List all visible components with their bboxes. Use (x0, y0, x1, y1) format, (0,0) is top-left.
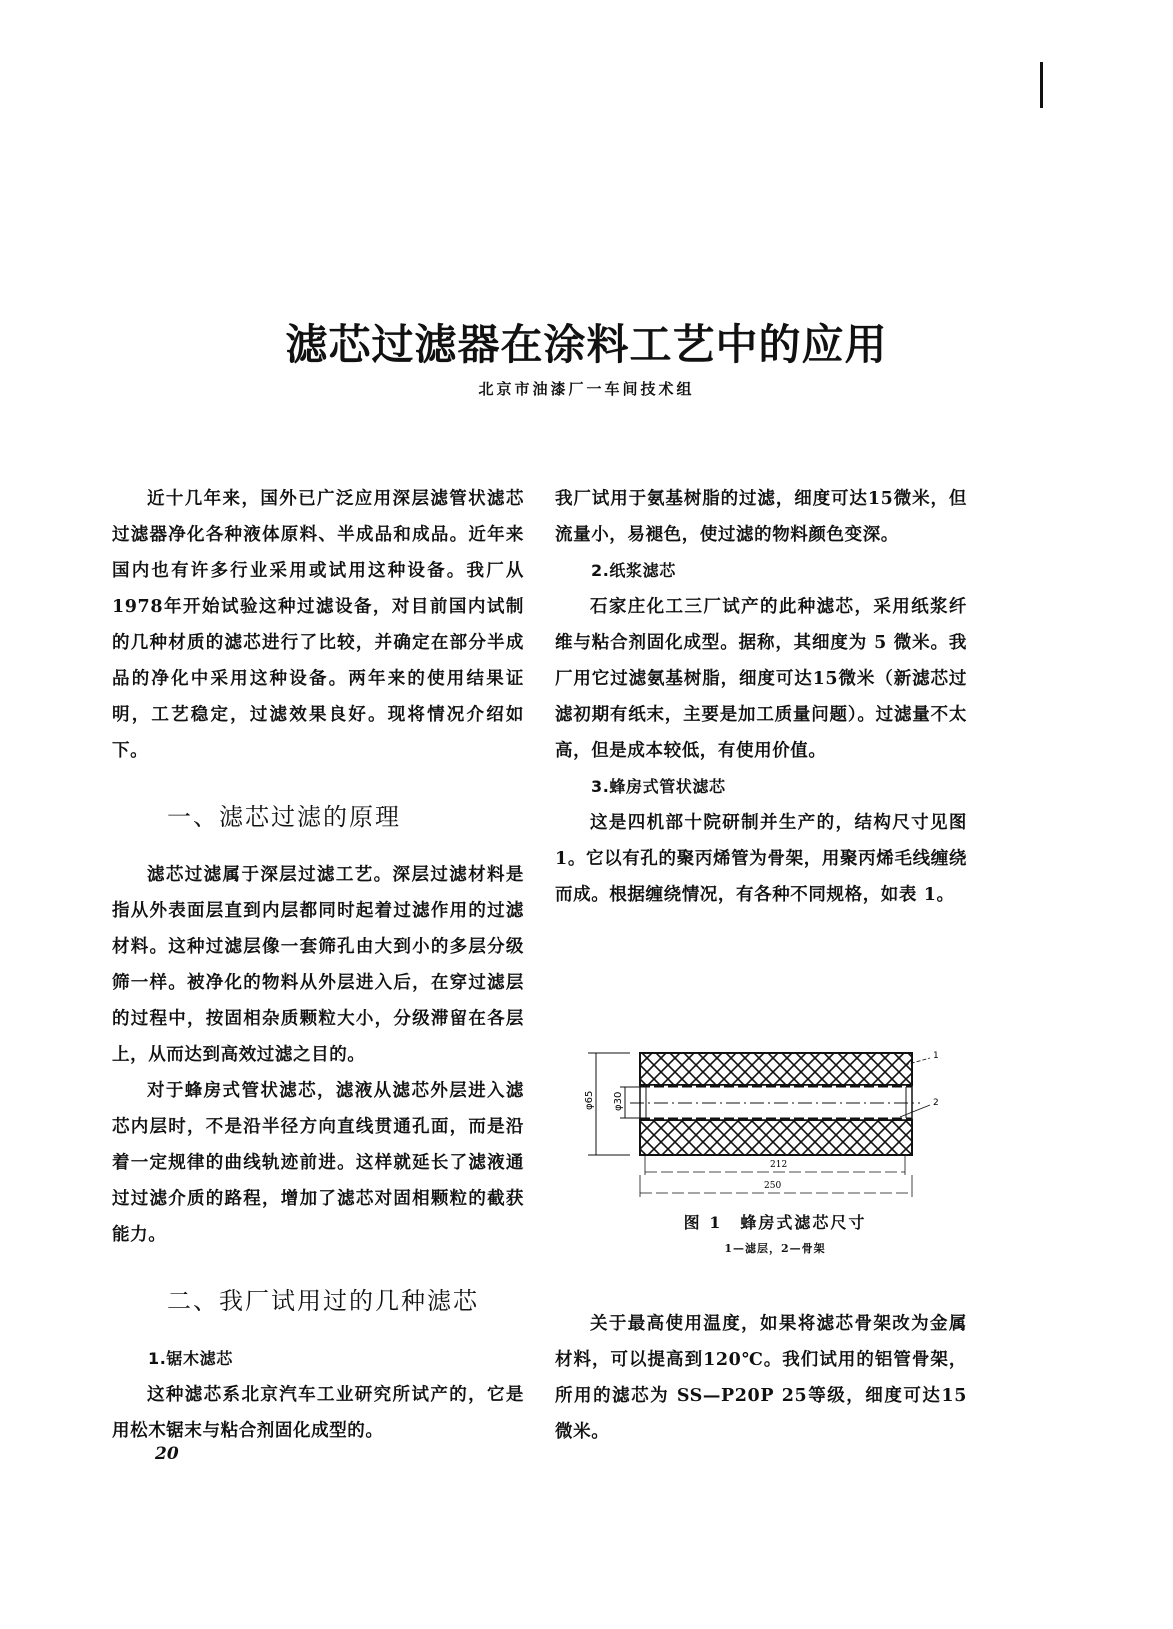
callout-1-label: 1 (933, 1051, 939, 1061)
section-heading-filters-tried: 二、我厂试用过的几种滤芯 (167, 1287, 479, 1315)
honeycomb-filter-paragraph: 这是四机部十院研制并生产的，结构尺寸见图 1。它以有孔的聚丙烯管为骨架，用聚丙烯毛线缠绕而成。根据缠绕情况，有各种不同规格，如表 1。 (555, 813, 967, 905)
filter-layer-top (640, 1053, 912, 1085)
total-length-label: 250 (764, 1181, 782, 1191)
total-length-dimension (570, 1175, 950, 1205)
pulp-filter-paragraph: 石家庄化工三厂试产的此种滤芯，采用纸浆纤维与粘合剂固化成型。据称，其细度为 5 微米。我厂用它过滤氨基树脂，细度可达15微米（新滤芯过滤初期有纸末，主要是加工质量问题）。过滤量不太高，但是成本较低，有使用价值。 (555, 597, 967, 761)
figure-legend: 1—滤层，2—骨架 (724, 1242, 826, 1255)
principle-paragraph-2: 对于蜂房式管状滤芯，滤液从滤芯外层进入滤芯内层时，不是沿半径方向直线贯通孔面，而是沿着一定规律的曲线轨迹前进。这样就延长了滤液通过过滤介质的路程，增加了滤芯对固相颗粒的截获能力。 (112, 1081, 524, 1245)
article-author: 北京市油漆厂一车间技术组 (478, 380, 695, 398)
subheading-honeycomb-filter: 3.蜂房式管状滤芯 (591, 777, 726, 796)
callout-2-label: 2 (933, 1098, 939, 1108)
subheading-sawdust-filter: 1.锯木滤芯 (148, 1349, 233, 1368)
principle-paragraph-1: 滤芯过滤属于深层过滤工艺。深层过滤材料是指从外表面层直到内层都同时起着过滤作用的过滤材料。这种过滤层像一套筛孔由大到小的多层分级筛一样。被净化的物料从外层进入后，在穿过滤层的过程中，按固相杂质颗粒大小，分级滞留在各层上，从而达到高效过滤之目的。 (112, 865, 524, 1065)
right-column-bottom (555, 1306, 967, 1450)
inner-length-label: 212 (770, 1160, 788, 1170)
figure-1 (570, 995, 950, 1265)
article-title: 滤芯过滤器在涂料工艺中的应用 (285, 320, 888, 370)
inner-diameter-label: φ30 (613, 1091, 624, 1111)
filter-cartridge-drawing (570, 995, 950, 1175)
subheading-pulp-filter: 2.纸浆滤芯 (591, 561, 676, 580)
sawdust-filter-continuation: 我厂试用于氨基树脂的过滤，细度可达15微米，但流量小，易褪色，使过滤的物料颜色变深。 (555, 489, 967, 545)
page-edge-mark (1040, 62, 1043, 108)
section-heading-principle: 一、滤芯过滤的原理 (167, 803, 401, 831)
left-column (112, 481, 524, 1449)
filter-layer-bottom (640, 1120, 912, 1155)
outer-diameter-label: φ65 (584, 1090, 595, 1110)
intro-paragraph: 近十几年来，国外已广泛应用深层滤管状滤芯过滤器净化各种液体原料、半成品和成品。近年来国内也有许多行业采用或试用这种设备。我厂从1978年开始试验这种过滤设备，对目前国内试制的几种材质的滤芯进行了比较，并确定在部分半成品的净化中采用这种设备。两年来的使用结果证明，工艺稳定，过滤效果良好。现将情况介绍如下。 (112, 489, 524, 761)
closing-paragraph: 关于最高使用温度，如果将滤芯骨架改为金属材料，可以提高到120℃。我们试用的铝管骨架，所用的滤芯为 SS—P20P 25等级，细度可达15微米。 (555, 1314, 967, 1442)
sawdust-filter-paragraph: 这种滤芯系北京汽车工业研究所试产的，它是用松木锯末与粘合剂固化成型的。 (112, 1385, 524, 1441)
right-column (555, 481, 967, 913)
figure-caption: 图 1 蜂房式滤芯尺寸 (683, 1213, 867, 1232)
page-number: 20 (155, 1444, 179, 1464)
